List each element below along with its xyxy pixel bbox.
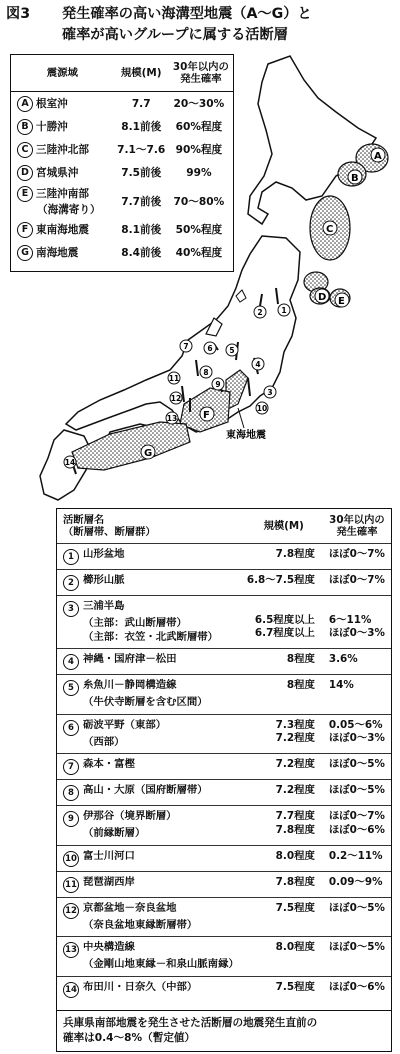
fault-number-badge: 4: [63, 654, 79, 670]
trench-magnitude: 7.7: [131, 97, 151, 110]
trench-magnitude: 8.4前後: [121, 247, 162, 259]
fault-probability: ほぼ0～7% ほぼ0～6%: [323, 806, 391, 846]
fault-row-3: [57, 596, 391, 649]
trench-magnitude: 8.1前後: [121, 121, 162, 133]
trench-magnitude: 7.1～7.6: [117, 144, 166, 156]
zone-id-badge: E: [17, 186, 33, 202]
zone-id-badge: F: [17, 222, 33, 238]
fault-row-9: [57, 806, 391, 846]
fault-magnitude: 7.2程度: [245, 754, 323, 780]
trench-name: E 三陸沖南部 （海溝寄り）: [11, 184, 114, 218]
fault-label-14: 14: [64, 458, 76, 467]
col-fault-name: 活断層名 （断層帯、断層群）: [63, 514, 156, 538]
fault-row-4: [57, 649, 391, 675]
active-fault-table: [56, 508, 392, 1052]
fault-number-badge: 2: [63, 575, 79, 591]
fault-label-9: 9: [215, 380, 221, 389]
fault-row-11: [57, 871, 391, 897]
fault-row-12: [57, 897, 391, 937]
fault-name: 6 砺波平野（東部） （西部）: [57, 714, 245, 754]
zone-label-a: A: [374, 151, 382, 162]
fault-number-badge: 1: [63, 549, 79, 565]
trench-probability: 20～30%: [173, 98, 225, 110]
zone-id-badge: G: [17, 245, 33, 261]
fault-magnitude: 7.3程度 7.2程度: [245, 714, 323, 754]
fault-probability: ほぼ0～5%: [323, 937, 391, 977]
title-line2: 確率が高いグループに属する活断層: [62, 27, 288, 43]
fault-label-7: 7: [183, 342, 189, 351]
hokkaido-shape: [248, 56, 376, 224]
zone-id-badge: B: [17, 119, 33, 135]
fault-probability: ほぼ0～5%: [323, 754, 391, 780]
fault-row-1: [57, 544, 391, 570]
fault-name: 8 高山・大原（国府断層帯）: [57, 780, 245, 806]
trench-probability: 50%程度: [175, 224, 223, 236]
zone-label-e: E: [338, 296, 345, 307]
col-magnitude: 規模(M): [120, 67, 162, 79]
fault-name: 4 神縄・国府津－松田: [57, 649, 245, 675]
fault-name: 11 琵琶湖西岸: [57, 871, 245, 897]
fault-label-2: 2: [257, 308, 263, 317]
fault-name: 10 富士川河口: [57, 845, 245, 871]
trench-row-f: [11, 218, 233, 241]
fault-number-badge: 10: [63, 851, 79, 867]
fault-row-10: [57, 845, 391, 871]
fault-name: 1 山形盆地: [57, 544, 245, 570]
footnote: 兵庫県南部地震を発生させた活断層の地震発生直前の 確率は0.4～8%（暫定値）: [57, 1010, 391, 1051]
zone-g: [72, 422, 190, 470]
trench-probability: 90%程度: [175, 144, 223, 156]
fault-magnitude: 7.2程度: [245, 780, 323, 806]
trench-name: B 十勝沖: [11, 115, 114, 138]
trench-row-d: [11, 161, 233, 184]
title-line1: 発生確率の高い海溝型地震（A～G）と: [62, 6, 312, 22]
fault-number-badge: 8: [63, 785, 79, 801]
fault-row-13: [57, 937, 391, 977]
fault-label-5: 5: [229, 346, 235, 355]
fault-magnitude: 8程度: [245, 675, 323, 715]
fault-name: 14 布田川・日奈久（中部）: [57, 976, 245, 1002]
fault-probability: ほぼ0～5%: [323, 897, 391, 937]
fault-probability: ほぼ0～7%: [323, 570, 391, 596]
fault-probability: 14%: [323, 675, 391, 715]
trench-magnitude: 7.7前後: [121, 195, 162, 208]
fault-probability: 0.09～9%: [323, 871, 391, 897]
zone-id-badge: C: [17, 142, 33, 158]
fault-name: 2 櫛形山脈: [57, 570, 245, 596]
trench-name: D 宮城県沖: [11, 161, 114, 184]
trench-row-e: [11, 184, 233, 218]
zone-label-c: C: [326, 224, 334, 235]
trench-quake-table: [10, 54, 234, 272]
col-probability: 30年以内の 発生確率: [172, 61, 229, 85]
fault-name: 12 京都盆地－奈良盆地 （奈良盆地東縁断層帯）: [57, 897, 245, 937]
fault-magnitude: 7.5程度: [245, 897, 323, 937]
trench-row-g: [11, 241, 233, 264]
fault-probability: 6～11% ほぼ0～3%: [323, 596, 391, 649]
trench-magnitude: 7.5前後: [121, 167, 162, 179]
fault-probability: ほぼ0～7%: [323, 544, 391, 570]
trench-name: F 東南海地震: [11, 218, 114, 241]
fault-label-13: 13: [166, 414, 178, 423]
fault-probability: ほぼ0～5%: [323, 780, 391, 806]
fault-row-7: [57, 754, 391, 780]
fault-probability: 0.2～11%: [323, 845, 391, 871]
fault-name: 3 三浦半島 （主部：武山断層帯） （主部：衣笠・北武断層帯）: [57, 596, 245, 649]
zone-label-b: B: [351, 173, 359, 184]
fault-magnitude: 7.5程度: [245, 976, 323, 1002]
fault-magnitude: 7.8程度: [245, 871, 323, 897]
fault-magnitude: 8.0程度: [245, 845, 323, 871]
fault-name: 7 森本・富樫: [57, 754, 245, 780]
fault-label-3: 3: [267, 388, 273, 397]
fault-number-badge: 3: [63, 601, 79, 617]
fault-label-12: 12: [170, 394, 182, 403]
fault-magnitude: 8程度: [245, 649, 323, 675]
fault-label-1: 1: [281, 306, 287, 315]
trench-probability: 60%程度: [175, 121, 223, 133]
fault-label-4: 4: [255, 360, 261, 369]
fault-probability: 0.05～6% ほぼ0～3%: [323, 714, 391, 754]
fault-magnitude: 7.8程度: [245, 544, 323, 570]
fault-magnitude: 6.5程度以上 6.7程度以上: [245, 596, 323, 649]
fault-number-badge: 13: [63, 942, 79, 958]
trench-row-a: [11, 92, 233, 116]
fault-row-5: [57, 675, 391, 715]
fault-probability: ほぼ0～6%: [323, 976, 391, 1002]
fault-magnitude: 8.0程度: [245, 937, 323, 977]
col-fault-probability: 30年以内の 発生確率: [329, 514, 385, 538]
fault-label-8: 8: [203, 368, 209, 377]
fault-number-badge: 9: [63, 811, 79, 827]
fault-magnitude: 7.7程度 7.8程度: [245, 806, 323, 846]
zone-id-badge: D: [17, 165, 33, 181]
trench-name: A 根室沖: [11, 92, 114, 116]
trench-row-b: [11, 115, 233, 138]
fault-probability: 3.6%: [323, 649, 391, 675]
trench-probability: 70～80%: [173, 195, 225, 208]
zone-label-f: F: [203, 410, 210, 421]
fault-number-badge: 12: [63, 903, 79, 919]
col-source-area: 震源域: [46, 67, 78, 79]
col-fault-magnitude: 規模(M): [263, 520, 304, 532]
fault-number-badge: 5: [63, 680, 79, 696]
fault-number-badge: 11: [63, 877, 79, 893]
fault-number-badge: 6: [63, 720, 79, 736]
fault-row-6: [57, 714, 391, 754]
fault-name: 5 糸魚川－静岡構造線 （牛伏寺断層を含む区間）: [57, 675, 245, 715]
zone-label-g: G: [144, 448, 153, 459]
trench-probability: 40%程度: [175, 247, 223, 259]
trench-row-c: [11, 138, 233, 161]
zone-label-d: D: [318, 292, 327, 303]
fault-number-badge: 7: [63, 759, 79, 775]
fault-row-8: [57, 780, 391, 806]
fault-row-14: [57, 976, 391, 1002]
fault-number-badge: 14: [63, 982, 79, 998]
fault-row-2: [57, 570, 391, 596]
fault-name: 13 中央構造線 （金剛山地東縁－和泉山脈南縁）: [57, 937, 245, 977]
fault-label-11: 11: [168, 374, 180, 383]
trench-name: C 三陸沖北部: [11, 138, 114, 161]
trench-probability: 99%: [186, 166, 212, 179]
fault-name: 9 伊那谷（境界断層） （前縁断層）: [57, 806, 245, 846]
fault-magnitude: 6.8～7.5程度: [245, 570, 323, 596]
fault-label-6: 6: [207, 344, 213, 353]
tokai-label: 東海地震: [226, 430, 266, 441]
trench-magnitude: 8.1前後: [121, 224, 162, 236]
fault-label-10: 10: [256, 404, 268, 413]
zone-id-badge: A: [17, 96, 33, 112]
figure-number: 図3: [6, 6, 31, 22]
trench-name: G 南海地震: [11, 241, 114, 264]
